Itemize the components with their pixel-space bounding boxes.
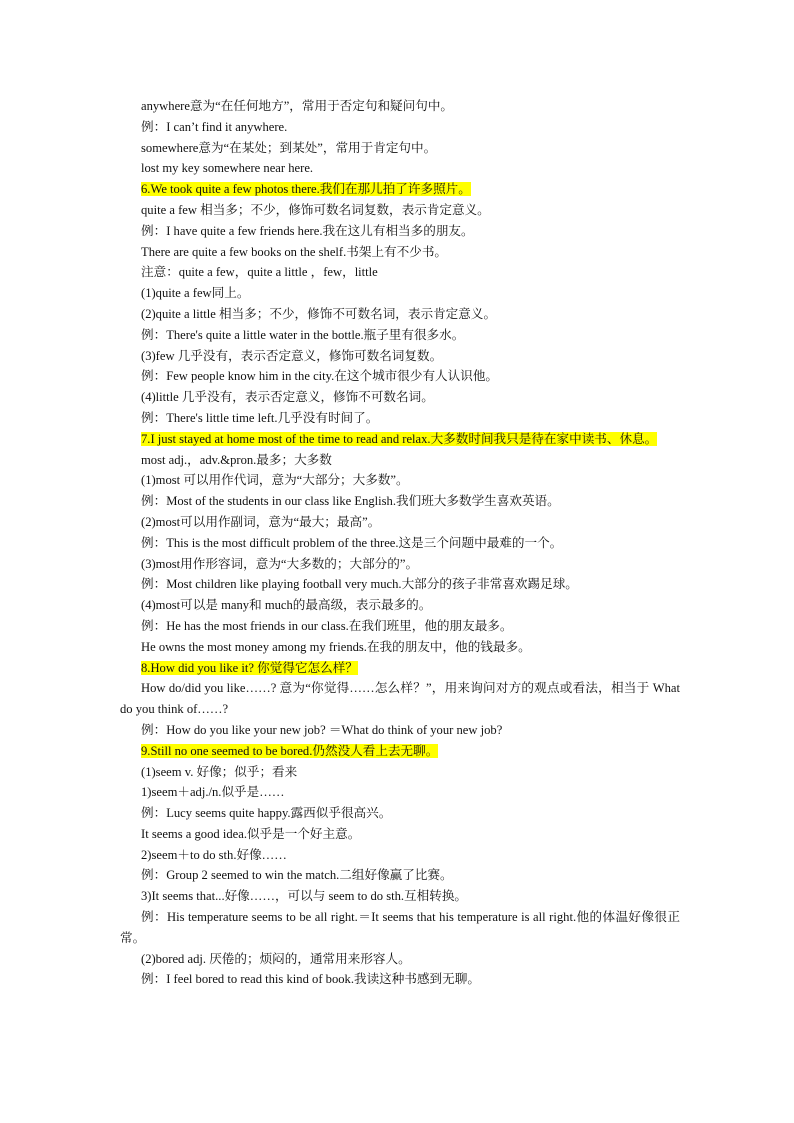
- example-line: lost my key somewhere near here.: [141, 161, 314, 176]
- example-line: 例：Most of the students in our class like English.我们班大多数学生喜欢英语。: [141, 494, 560, 509]
- highlight-span: 8.How did you like it? 你觉得它怎么样？: [141, 660, 358, 675]
- highlighted-heading-6: [120, 179, 680, 200]
- document-page: [120, 96, 680, 990]
- example-line: 例：How do you like your new job? ＝What do think of your new job?: [141, 722, 503, 737]
- example-line: 例：Group 2 seemed to win the match.二组好像赢了比赛。: [141, 868, 453, 883]
- text-line: (2)bored adj. 厌倦的；烦闷的，通常用来形容人。: [141, 951, 411, 966]
- example-line: 例：This is the most difficult problem of the three.这是三个问题中最难的一个。: [141, 535, 563, 550]
- example-line: There are quite a few books on the shelf.书架上有不少书。: [141, 244, 448, 259]
- example-line: 例：Few people know him in the city.在这个城市很少有人认识他。: [141, 369, 499, 384]
- text-line: (1)most 可以用作代词，意为“大部分；大多数”。: [141, 473, 409, 488]
- text-line: 2)seem＋to do sth.好像……: [141, 847, 287, 862]
- highlight-span: 7.I just stayed at home most of the time to read and relax.大多数时间我只是待在家中读书、休息。: [141, 431, 658, 446]
- text-line: (2)most可以用作副词，意为“最大；最高”。: [141, 514, 381, 529]
- example-line: 例：I can’t find it anywhere.: [141, 119, 288, 134]
- text-line: 1)seem＋adj./n.似乎是……: [141, 785, 285, 800]
- example-line: 例：I feel bored to read this kind of book.我读这种书感到无聊。: [141, 972, 480, 987]
- text-line: 3)It seems that...好像……，可以与 seem to do sth.互相转换。: [141, 889, 468, 904]
- example-line: He owns the most money among my friends.在我的朋友中，他的钱最多。: [141, 639, 531, 654]
- text-line: somewhere意为“在某处；到某处”，常用于肯定句中。: [141, 140, 437, 155]
- example-line: 例：There's quite a little water in the bottle.瓶子里有很多水。: [141, 327, 465, 342]
- text-line: (3)few 几乎没有，表示否定意义，修饰可数名词复数。: [141, 348, 443, 363]
- example-line: 例：He has the most friends in our class.在我们班里，他的朋友最多。: [141, 618, 513, 633]
- text-line: anywhere意为“在任何地方”，常用于否定句和疑问句中。: [141, 99, 454, 113]
- text-line: (4)little 几乎没有，表示否定意义，修饰不可数名词。: [141, 390, 434, 405]
- example-line: 例：I have quite a few friends here.我在这儿有相当多的朋友。: [141, 223, 474, 238]
- example-line: 例：Lucy seems quite happy.露西似乎很高兴。: [141, 806, 392, 821]
- highlighted-heading-7: [120, 429, 680, 450]
- example-paragraph: 例：His temperature seems to be all right.＝It seems that his temperature is all right.他的体温好像很正常。: [120, 910, 680, 945]
- highlighted-heading-8: [120, 658, 680, 679]
- text-line: 注意：quite a few，quite a little ，few，little: [141, 265, 378, 280]
- text-line: (1)quite a few同上。: [141, 286, 250, 301]
- example-line: 例：Most children like playing football very much.大部分的孩子非常喜欢踢足球。: [141, 577, 578, 592]
- example-line: 例：There's little time left.几乎没有时间了。: [141, 410, 379, 425]
- text-line: (3)most用作形容词，意为“大多数的；大部分的”。: [141, 556, 419, 571]
- text-paragraph: How do/did you like……? 意为“你觉得……怎么样？”，用来询问对方的观点或看法，相当于 What do you think of……?: [120, 681, 680, 717]
- text-line: (2)quite a little 相当多；不少，修饰不可数名词，表示肯定意义。: [141, 306, 497, 321]
- text-line: (4)most可以是 many和 much的最高级，表示最多的。: [141, 598, 432, 613]
- highlight-span: 6.We took quite a few photos there.我们在那儿拍了许多照片。: [141, 182, 471, 197]
- example-line: It seems a good idea.似乎是一个好主意。: [141, 826, 361, 841]
- text-line: (1)seem v. 好像；似乎；看来: [141, 764, 298, 779]
- text-line: quite a few 相当多；不少，修饰可数名词复数，表示肯定意义。: [141, 202, 490, 217]
- text-line: most adj.，adv.&pron.最多；大多数: [141, 452, 332, 467]
- highlighted-heading-9: [120, 741, 680, 762]
- highlight-span: 9.Still no one seemed to be bored.仍然没人看上去无聊。: [141, 743, 439, 758]
